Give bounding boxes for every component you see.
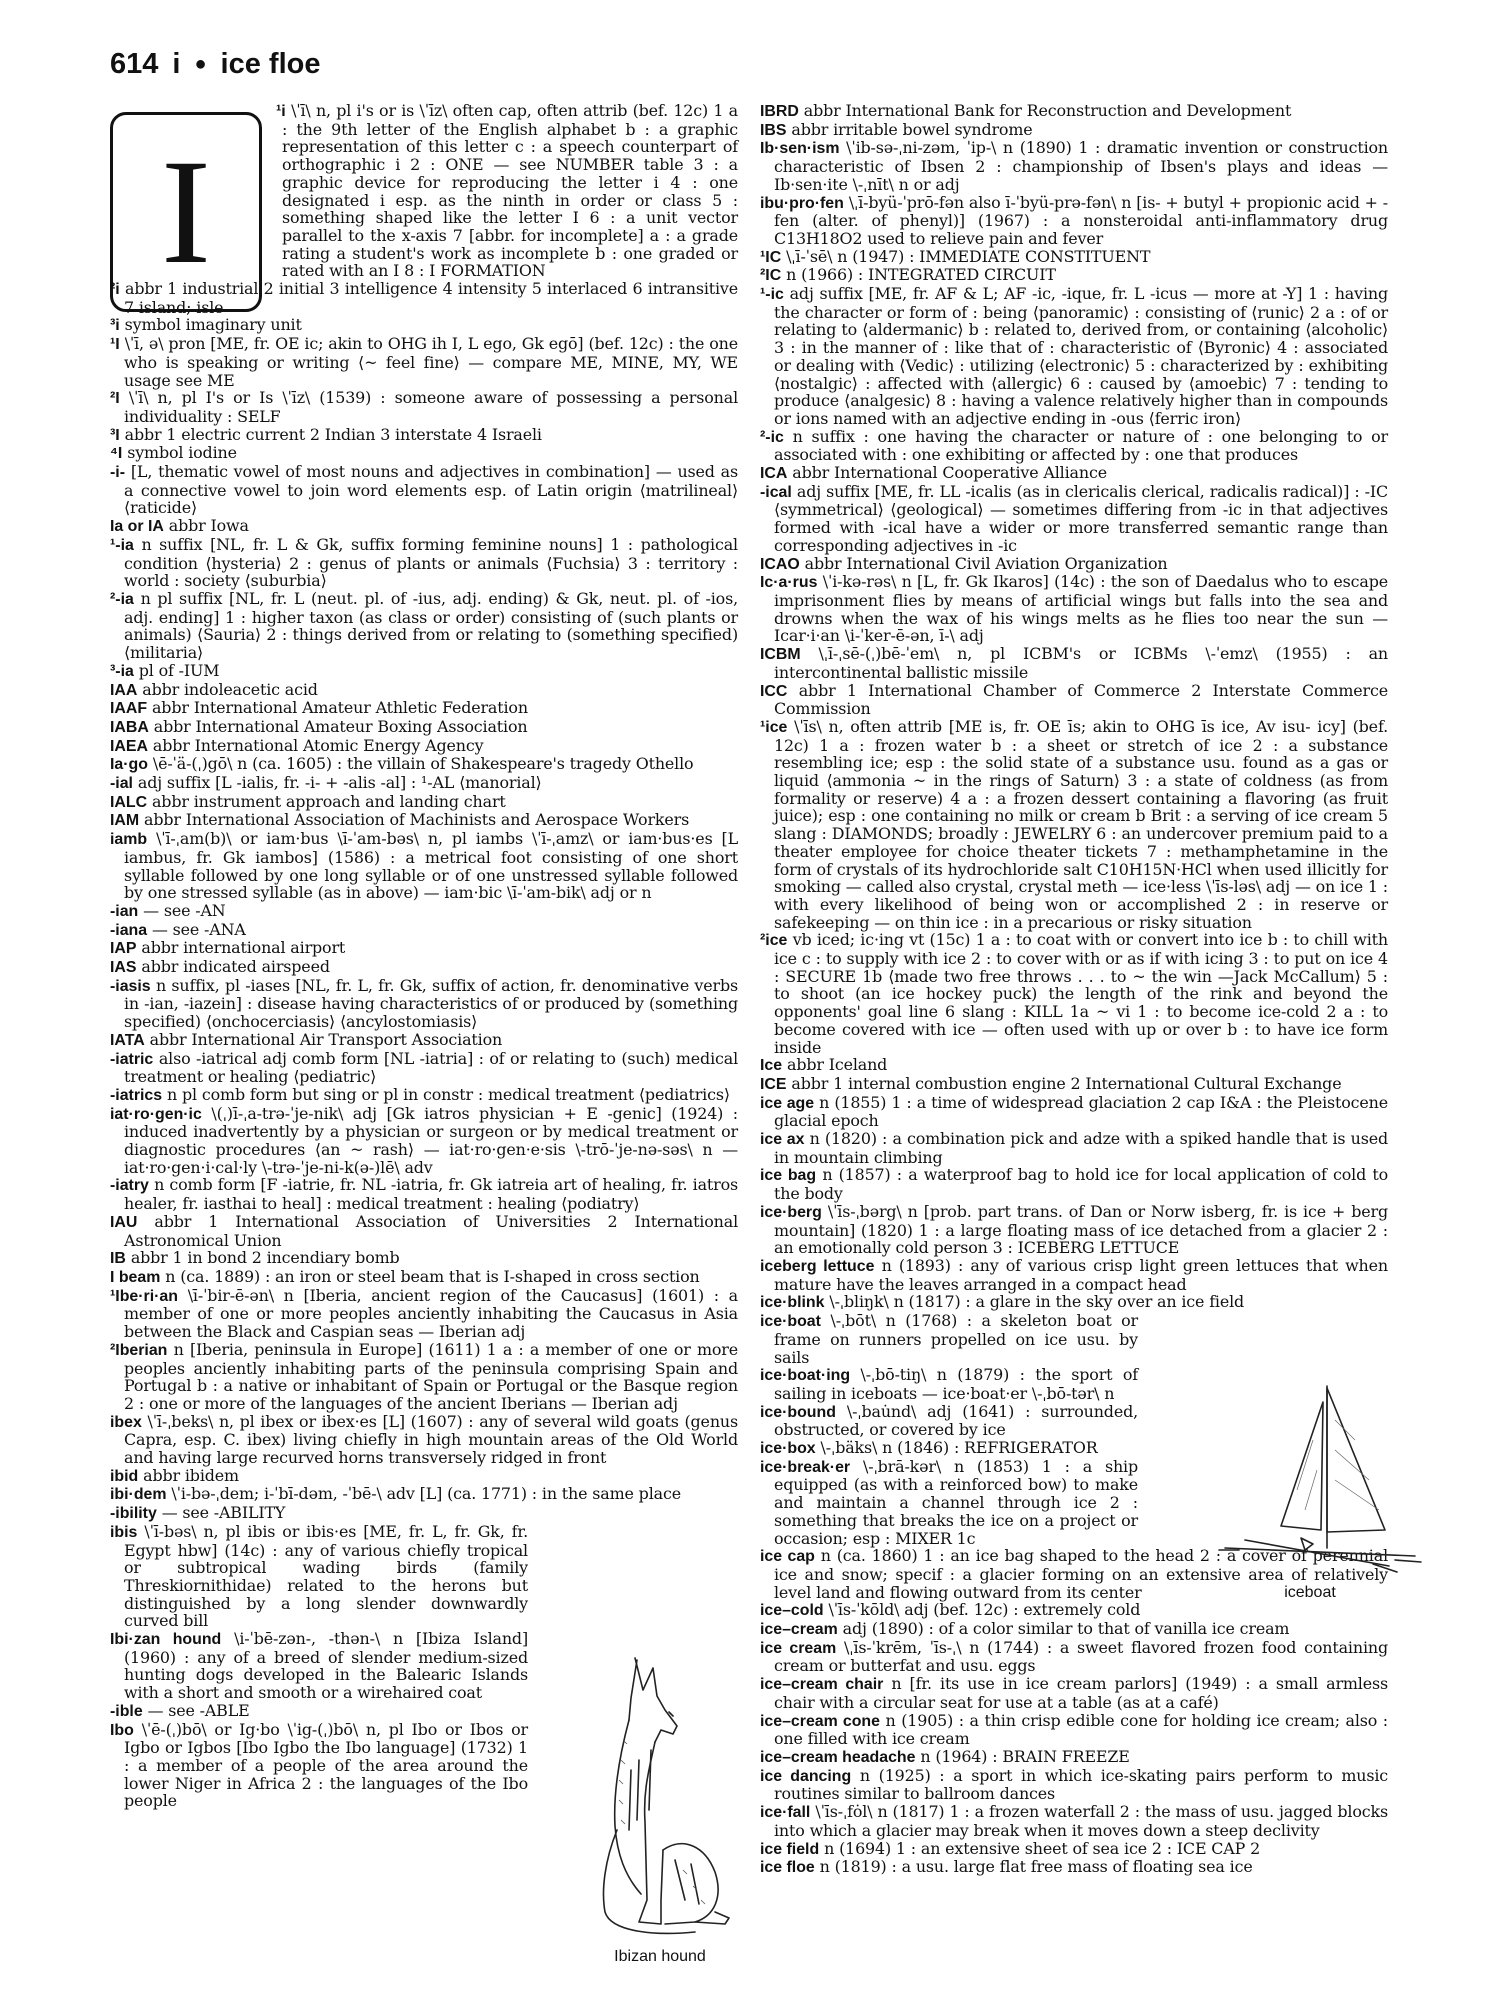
entry-headword: Ibi·zan hound (110, 1631, 222, 1649)
entry-headword: -iatry (110, 1177, 149, 1195)
entry-headword: ²IC (760, 267, 782, 285)
entry-headword: ice cream (760, 1639, 837, 1657)
dictionary-entry (760, 1293, 1388, 1312)
entry-headword: IABA (110, 718, 149, 736)
entry-definition: \ˈī\ n, pl I's or Is \ˈīz\ (1539) : someone aware of possessing a personal individuality : SELF (124, 388, 739, 426)
entry-definition: n (1819) : a usu. large flat free mass of floating sea ice (819, 1857, 1253, 1877)
entry-definition: \-ˌbōt\ n (1768) : a skeleton boat or frame on runners propelled on ice usu. by sails (774, 1311, 1138, 1367)
entry-headword: ice–cream chair (760, 1676, 884, 1694)
entry-headword: ice field (760, 1840, 820, 1858)
entry-definition: \ˈī-ˌam(b)\ or iam·bus \ī-ˈam-bəs\ n, pl iambs \ˈī-ˌamz\ or iam·bus·es [L iambus, fr. Gk iambos] (1586) : a metrical foot consisting of one short syllable followed by one long syllable or of one unstressed syllable followed by one stressed syllable (as in above) — iam·bic \ī-ˈam-bik\ adj or n (124, 829, 738, 903)
dictionary-entry (760, 464, 1388, 483)
entry-headword: ¹-ic (760, 286, 784, 304)
entry-headword: IBS (760, 121, 787, 139)
entry-headword: ¹I (110, 336, 120, 354)
dictionary-entry (110, 902, 738, 921)
iceboat-caption: iceboat (1284, 1584, 1336, 1601)
entry-headword: ice·boat (760, 1313, 821, 1331)
ibizan-hound-caption: Ibizan hound (614, 1948, 706, 1965)
entry-definition: abbr International Atomic Energy Agency (152, 735, 484, 755)
entry-headword: ICBM (760, 646, 801, 664)
dictionary-entry (760, 931, 1388, 1056)
entry-headword: IAM (110, 812, 140, 830)
entry-definition: symbol imaginary unit (124, 315, 302, 335)
entry-headword: ice·break·er (760, 1458, 851, 1476)
dictionary-entry (110, 1105, 738, 1177)
entry-definition: \-ˌbō-tiŋ\ n (1879) : the sport of sailing in iceboats — ice·boat·er \-ˌbō-tər\ n (774, 1365, 1138, 1403)
dictionary-entry (110, 1630, 528, 1702)
entry-definition: abbr international airport (141, 938, 346, 958)
entry-headword: -ical (760, 483, 792, 501)
guide-bullet: ● (194, 52, 207, 75)
entry-definition: abbr International Amateur Athletic Federation (151, 698, 528, 718)
dictionary-entry (760, 1366, 1138, 1402)
entry-definition: \i-ˈbē-zən-, -thən-\ n [Ibiza Island] (1960) : any of a breed of slender medium-sized hunting dogs developed in the Balearic Islands with a short and smooth or a wirehaired coat (124, 1629, 528, 1703)
entry-definition: \ˈī\ n, pl i's or is \ˈīz\ often cap, often attrib (bef. 12c) 1 a : the 9th letter of the English alphabet b : a graphic representation of this letter c : a speech counterpart of orthographic i 2 : ONE — see NUMBER table 3 : a graphic device for reproducing the letter i 4 : one designated i esp. as the ninth in order or class 5 : something shaped like the letter I 6 : a unit vector parallel to the x-axis 7 [abbr. for incomplete] a : a grade rating a student's work as incomplete b : one graded or rated with an I 8 : I FORMATION (282, 101, 738, 281)
entry-definition: \ˈi-bə-ˌdem; i-ˈbī-dəm, -ˈbē-\ adv [L] (ca. 1771) : in the same place (171, 1484, 681, 1504)
entry-headword: Ia·go (110, 756, 148, 774)
dictionary-entry (110, 977, 738, 1031)
entry-headword: ibid (110, 1467, 139, 1485)
entry-headword: ice–cold (760, 1602, 824, 1620)
entry-headword: IAS (110, 959, 137, 977)
dictionary-entry (760, 1803, 1388, 1839)
entry-headword: ICAO (760, 555, 800, 573)
entry-headword: -ian (110, 902, 139, 920)
entry-definition: \(ˌ)ī-ˌa-trə-ˈje-nik\ adj [Gk iatros physician + E -genic] (1924) : induced inadvertently by a physician or surgeon or by medical treatment or diagnostic procedures ⟨an ~ rash⟩ — iat·ro·gen·e·sis \-trō-ˈje-nə-səs\ n — iat·ro·gen·i·cal·ly \-trə-ˈje-ni-k(ə-)lē\ adv (124, 1103, 738, 1177)
entry-headword: IAA (110, 681, 138, 699)
entry-definition: abbr instrument approach and landing chart (151, 791, 506, 811)
entry-headword: Ic·a·rus (760, 574, 818, 592)
dictionary-entry (110, 1031, 738, 1050)
dictionary-entry (110, 280, 738, 316)
entry-headword: -iatrics (110, 1086, 163, 1104)
dictionary-entry (110, 939, 738, 958)
ibizan-hound-illustration (565, 1650, 755, 1940)
entry-headword: ibis (110, 1523, 138, 1541)
dictionary-entry (110, 1050, 738, 1086)
dictionary-entry (110, 1086, 738, 1105)
entry-definition: \ˈīs\ n, often attrib [ME is, fr. OE īs; akin to OHG īs ice, Av isu- icy] (bef. 12c) 1 a : frozen water b : a sheet or stretch of ice 2 : a substance resembling ice; esp : the solid state of a substance usu. found as a gas or liquid ⟨ammonia ~ in the rings of Saturn⟩ 3 : a state of coldness (as from formality or reserve) 4 a : a frozen dessert containing a flavoring (as fruit juice); esp : one containing no milk or cream b Brit : a serving of ice cream 5 slang : DIAMONDS; broadly : JEWELRY 6 : an undercover premium paid to a theater employee for choice theater tickets 7 : methamphetamine in the form of crystals of its hydrochloride salt C10H15N·HCl when used illicitly for smoking — called also crystal, crystal meth — ice·less \ˈīs-ləs\ adj — on ice 1 : with every likelihood of being won or accomplished 2 : in reserve or safekeeping — on thin ice : in a precarious or risky situation (774, 716, 1389, 932)
entry-definition: abbr ibidem (143, 1465, 239, 1485)
dictionary-entry (110, 517, 738, 536)
entry-definition: pl of -IUM (138, 660, 220, 680)
entry-headword: IAEA (110, 737, 148, 755)
dictionary-entry (110, 536, 738, 590)
entry-headword: iamb (110, 831, 148, 849)
dictionary-entry (760, 718, 1388, 931)
dictionary-entry (110, 718, 738, 737)
dictionary-entry (110, 811, 738, 830)
dictionary-entry (760, 248, 1388, 267)
entry-headword: ICE (760, 1075, 787, 1093)
entry-headword: -ible (110, 1702, 143, 1720)
entry-headword: ¹IC (760, 248, 782, 266)
entry-definition: \ˈī-bəs\ n, pl ibis or ibis·es [ME, fr. L, fr. Gk, fr. Egypt hbw] (14c) : any of various chiefly tropical or subtropical wading birds (family Threskiornithidae) related to the herons but distinguished by a long slender downwardly curved bill (124, 1521, 528, 1631)
entry-definition: \ˈīs-ˈkōld\ adj (bef. 12c) : extremely cold (828, 1600, 1141, 1620)
entry-headword: ³i (110, 317, 120, 335)
dictionary-entry (760, 1439, 1138, 1458)
entry-definition: n (ca. 1860) 1 : an ice bag shaped to the head 2 : a cover of perennial ice and snow; specif : a glacier forming on an extensive area of relatively level land and flowing outward from its center (774, 1546, 1388, 1602)
entry-headword: ice·boat·ing (760, 1367, 851, 1385)
iceboat-illustration (1185, 1380, 1435, 1580)
entry-headword: iceberg lettuce (760, 1258, 875, 1275)
entry-headword: ice dancing (760, 1767, 852, 1785)
entry-headword: ice–cream cone (760, 1712, 880, 1730)
entry-definition: abbr International Civil Aviation Organization (804, 553, 1168, 573)
dictionary-entry (110, 389, 738, 425)
entry-definition: — see -ANA (152, 919, 246, 939)
entry-definition: \-ˌbliŋk\ n (1817) : a glare in the sky over an ice field (829, 1292, 1245, 1312)
entry-headword: ¹Ibe·ri·an (110, 1287, 178, 1305)
page-header (110, 44, 320, 84)
dictionary-entry (110, 426, 738, 445)
entry-definition: n pl comb form but sing or pl in constr : medical treatment ⟨pediatrics⟩ (167, 1084, 730, 1104)
entry-headword: ice–cream headache (760, 1748, 916, 1766)
entry-headword: IAP (110, 940, 137, 958)
entry-headword: -iatric (110, 1050, 154, 1068)
entry-headword: -ial (110, 775, 133, 793)
entry-definition: \ˈi-kə-rəs\ n [L, fr. Gk Ikaros] (14c) : the son of Daedalus who to escape imprisonment flies by means of artificial wings but falls into the sea and drowns when the wax of his wings melts as he flies too near the sun — Icar·i·an \i-ˈker-ē-ən, ī-\ adj (774, 572, 1388, 646)
entry-definition: \ē-ˈä-(ˌ)gō\ n (ca. 1605) : the villain of Shakespeare's tragedy Othello (152, 754, 694, 774)
dictionary-entry (760, 1312, 1138, 1366)
entry-definition: n (1820) : a combination pick and adze with a spiked handle that is used in mountain climbing (774, 1129, 1388, 1167)
entry-headword: ²I (110, 390, 120, 408)
entry-definition: abbr indicated airspeed (141, 957, 330, 977)
entry-definition: vb iced; ic·ing vt (15c) 1 a : to coat with or convert into ice b : to chill with ice c : to supply with ice 2 : to cover with or as if with icing 3 : to put on ice 4 : SECURE 1b ⟨made two free throws . . . to ~ the win —Jack McCallum⟩ 5 : to shoot (an ice hockey puck) the length of the rink and beyond the opponents' goal line 6 slang : KILL 1a ~ vi 1 : to become ice-cold 2 a : to become covered with ice — often used with up or over b : to have ice form inside (774, 930, 1388, 1057)
dictionary-entry (760, 194, 1388, 248)
entry-definition: — see -AN (143, 900, 226, 920)
page-number: 614 (110, 47, 159, 80)
entry-headword: Ice (760, 1057, 783, 1075)
entry-definition: n (1893) : any of various crisp light green lettuces that when mature have the leaves arranged in a compact head (774, 1256, 1388, 1294)
dictionary-entry (110, 921, 738, 940)
entry-definition: adj suffix [ME, fr. AF & L; AF -ic, -ique, fr. L -icus — more at -Y] 1 : having the character or form of : being ⟨panoramic⟩ : consisting of ⟨runic⟩ 2 a : of or relating to ⟨aldermanic⟩ b : related to, derived from, or containing ⟨alcoholic⟩ 3 : in the manner of : like that of : characteristic of ⟨Byronic⟩ 4 : associated or dealing with ⟨Vedic⟩ : utilizing ⟨electronic⟩ 5 : characterized by : exhibiting ⟨nostalgic⟩ : affected with ⟨allergic⟩ 6 : caused by ⟨amoebic⟩ 7 : tending to produce ⟨analgesic⟩ 8 : having a valence relatively higher than in compounds or ions named with an adjective ending in -ous ⟨ferric iron⟩ (774, 284, 1388, 428)
dictionary-entry (760, 266, 1388, 285)
entry-headword: IATA (110, 1031, 145, 1049)
dictionary-entry (110, 316, 738, 335)
entry-headword: IB (110, 1250, 126, 1268)
dictionary-entry (110, 590, 738, 662)
dictionary-entry (110, 755, 738, 774)
entry-definition: n (1694) 1 : an extensive sheet of sea ice 2 : ICE CAP 2 (824, 1838, 1261, 1858)
entry-headword: ice bag (760, 1167, 817, 1185)
dictionary-entry (110, 102, 738, 280)
dictionary-entry (110, 444, 738, 463)
entry-definition: n (1925) : a sport in which ice-skating pairs perform to music routines similar to ballroom dances (774, 1765, 1389, 1804)
entry-definition: abbr Iceland (787, 1055, 888, 1075)
entry-definition: \ˌīs-ˈkrēm, ˈīs-ˌ\ n (1744) : a sweet flavored frozen food containing cream or butterfat and usu. eggs (774, 1637, 1388, 1676)
dictionary-entry (110, 1213, 738, 1249)
entry-definition: \ˈī-ˌbeks\ n, pl ibex or ibex·es [L] (1607) : any of several wild goats (genus Capra, esp. C. ibex) living chiefly in high mountain areas of the Old World and having large recurved horns transversely ridged in front (124, 1411, 738, 1468)
dictionary-entry (760, 682, 1388, 718)
entry-definition: \ˈīs-ˌbərg\ n [prob. part trans. of Dan or Norw isberg, fr. is ice + berg mountain] (1820) 1 : a large floating mass of ice detached from a glacier 2 : an emotionally cold person 3 : ICEBERG LETTUCE (774, 1201, 1388, 1258)
entry-headword: ²ice (760, 932, 788, 950)
entry-headword: IBRD (760, 103, 799, 120)
entry-definition: abbr irritable bowel syndrome (791, 119, 1033, 139)
dictionary-entry (110, 1268, 738, 1287)
dictionary-entry (760, 428, 1388, 464)
entry-definition: n suffix, pl -iases [NL, fr. L, fr. Gk, suffix of action, fr. denominative verbs in -ian, -iazein] : disease having characteristics of or produced by (something specified) ⟨onchocerciasis⟩ ⟨ancylostomiasis⟩ (124, 975, 738, 1032)
dictionary-entry (760, 555, 1388, 574)
entry-headword: IAU (110, 1213, 138, 1231)
entry-headword: ²Iberian (110, 1341, 168, 1359)
entry-definition: n (1966) : INTEGRATED CIRCUIT (786, 265, 1056, 285)
drop-cap-letter: I (110, 112, 262, 312)
entry-definition: adj suffix [ME, fr. LL -icalis (as in clericalis clerical, radicalis radical)] : -IC ⟨symmetrical⟩ ⟨geological⟩ — sometimes differing from -ic in that adjectives formed with -ical have a wider or more transferred semantic range than corresponding adjectives in -ic (774, 481, 1388, 555)
dictionary-entry (110, 699, 738, 718)
entry-headword: iat·ro·gen·ic (110, 1105, 202, 1123)
entry-definition: \ī-ˈbir-ē-ən\ n [Iberia, ancient region of the Caucasus] (1601) : a member of one or more peoples anciently inhabiting the Caucasus in Asia between the Black and Caspian seas — Iberian adj (124, 1285, 738, 1342)
entry-definition: abbr International Air Transport Association (149, 1029, 503, 1049)
dictionary-entry (760, 1840, 1388, 1859)
entry-definition: abbr International Association of Machinists and Aerospace Workers (144, 810, 690, 830)
entry-headword: ice age (760, 1094, 815, 1112)
entry-definition: abbr 1 in bond 2 incendiary bomb (130, 1248, 400, 1268)
dictionary-entry (760, 1130, 1388, 1166)
dictionary-entry (760, 1748, 1388, 1767)
dictionary-entry (110, 1702, 528, 1721)
dictionary-entry (110, 958, 738, 977)
dictionary-entry (110, 1176, 738, 1212)
dictionary-entry (760, 102, 1388, 121)
dictionary-entry (110, 774, 738, 793)
dictionary-entry (110, 1504, 738, 1523)
dictionary-entry (110, 1341, 738, 1413)
entry-headword: ²-ic (760, 428, 784, 446)
entry-definition: \ˈī, ə\ pron [ME, fr. OE ic; akin to OHG ih I, L ego, Gk egō] (bef. 12c) : the one who is speaking or writing ⟨~ feel fine⟩ — compare ME, MINE, MY, WE usage see ME (124, 334, 739, 390)
entry-definition: n (1964) : BRAIN FREEZE (920, 1746, 1130, 1766)
entry-headword: Ibo (110, 1721, 134, 1739)
dictionary-entry (110, 1249, 738, 1268)
entry-definition: adj suffix [L -ialis, fr. -i- + -alis -al] : ¹-AL ⟨manorial⟩ (137, 773, 542, 793)
entry-definition: n pl suffix [NL, fr. L (neut. pl. of -ius, adj. ending) & Gk, neut. pl. of -ios, adj. ending] 1 : higher taxon (as class or order) consisting of (such plants or animals) ⟨Sauria⟩ 2 : things derived from or relating to (something specified) ⟨militaria⟩ (124, 588, 738, 663)
entry-definition: \-ˌbau̇nd\ adj (1641) : surrounded, obstructed, or covered by ice (774, 1401, 1138, 1440)
entry-headword: ²i (110, 281, 120, 299)
entry-headword: ibex (110, 1413, 142, 1431)
entry-definition: abbr indoleacetic acid (142, 679, 318, 699)
entry-definition: also -iatrical adj comb form [NL -iatria] : of or relating to (such) medical treatment or healing ⟨pediatric⟩ (124, 1048, 739, 1087)
entry-definition: \ˌī-ˌsē-(ˌ)bē-ˈem\ n, pl ICBM's or ICBMs \-ˈemz\ (1955) : an intercontinental ballistic missile (774, 644, 1388, 682)
entry-headword: ice ax (760, 1131, 805, 1149)
entry-definition: \ˈīs-ˌfȯl\ n (1817) 1 : a frozen waterfall 2 : the mass of usu. jagged blocks into which a glacier may break when it moves down a steep declivity (774, 1802, 1389, 1840)
right-column (760, 102, 1388, 1877)
guide-word-first: i (172, 47, 181, 80)
entry-headword: ice–cream (760, 1621, 838, 1639)
entry-definition: abbr International Amateur Boxing Association (153, 716, 528, 736)
entry-definition: abbr 1 International Chamber of Commerce 2 Interstate Commerce Commission (774, 680, 1388, 719)
entry-definition: n suffix [NL, fr. L & Gk, suffix forming feminine nouns] 1 : pathological condition ⟨hysteria⟩ 2 : genus of plants or animals ⟨Fuchsia⟩ 3 : territory : world : society ⟨suburbia⟩ (124, 534, 738, 591)
entry-headword: Ia or IA (110, 518, 164, 536)
entry-headword: ice·blink (760, 1294, 825, 1312)
dictionary-entry (760, 1257, 1388, 1293)
entry-definition: n (ca. 1889) : an iron or steel beam that is I-shaped in cross section (165, 1267, 700, 1286)
entry-headword: IALC (110, 793, 148, 811)
entry-definition: n suffix : one having the character or nature of : one belonging to or associated with : one exhibiting or affected by : one that produces (774, 426, 1388, 465)
entry-definition: [L, thematic vowel of most nouns and adjectives in combination] — used as a connective vowel to join word elements esp. of Latin origin ⟨matrilineal⟩ ⟨raticide⟩ (124, 462, 738, 518)
entry-headword: ⁴I (110, 445, 123, 463)
entry-definition: n (1905) : a thin crisp edible cone for holding ice cream; also : one filled with ice cream (774, 1710, 1388, 1749)
entry-definition: \-ˌbrā-kər\ n (1853) 1 : a ship equipped (as with a reinforced bow) to make and maintain a channel through ice 2 : something that breaks the ice on a project or occasion; esp : MIXER 1c (774, 1456, 1139, 1548)
entry-definition: n (1857) : a waterproof bag to hold ice for local application of cold to the body (774, 1165, 1388, 1204)
entry-headword: ¹ice (760, 718, 788, 736)
entry-definition: \ˈē-(ˌ)bō\ or Ig·bo \ˈig-(ˌ)bō\ n, pl Ibo or Ibos or Igbo or Igbos [Ibo Igbo the Ibo language] (1732) 1 : a member of a people of the area around the lower Niger in Africa 2 : the languages of the Ibo people (124, 1719, 528, 1811)
entry-definition: n [Iberia, peninsula in Europe] (1611) 1 a : a member of one or more peoples anciently inhabiting parts of the peninsula comprising Spain and Portugal b : a native or inhabitant of Spain or Portugal or the Basque region 2 : one or more of the languages of the ancient Iberians — Iberian adj (124, 1339, 738, 1413)
entry-definition: n [fr. its use in ice cream parlors] (1949) : a small armless chair with a circular seat for use at a table (as at a café) (774, 1674, 1389, 1712)
dictionary-entry (760, 1403, 1138, 1439)
guide-word-last: ice floe (220, 47, 321, 80)
dictionary-entry (760, 645, 1388, 681)
dictionary-entry (110, 335, 738, 389)
entry-definition: n comb form [F -iatrie, fr. NL -iatria, fr. Gk iatreia art of healing, fr. iatros healer, fr. iasthai to heal] : medical treatment : healing ⟨podiatry⟩ (124, 1175, 738, 1214)
entry-headword: -iana (110, 921, 148, 939)
entry-headword: -iasis (110, 977, 151, 995)
entry-headword: ³-ia (110, 662, 134, 680)
dictionary-entry (110, 1287, 738, 1341)
dictionary-entry (760, 1767, 1388, 1803)
entry-definition: abbr 1 International Association of Universities 2 International Astronomical Union (124, 1211, 738, 1250)
entry-headword: Ib·sen·ism (760, 140, 840, 158)
dictionary-entry (760, 1203, 1388, 1257)
entry-headword: ice floe (760, 1859, 815, 1877)
dictionary-entry (110, 1523, 528, 1630)
dictionary-entry (760, 1620, 1388, 1639)
entry-headword: -ibility (110, 1505, 157, 1523)
entry-definition: abbr 1 electric current 2 Indian 3 interstate 4 Israeli (124, 424, 542, 444)
dictionary-entry (110, 793, 738, 812)
entry-definition: \ˌī-byü-ˈprō-fən also ī-ˈbyü-prə-fən\ n [is- + butyl + propionic acid + -fen (alter. of phenyl)] (1967) : a nonsteroidal anti-inflammatory drug C13H18O2 used to relieve pain and fever (774, 192, 1389, 248)
dictionary-entry (110, 830, 738, 902)
entry-headword: ICA (760, 465, 788, 483)
entry-headword: ¹i (276, 103, 286, 120)
dictionary-entry (110, 463, 738, 517)
entry-definition: abbr International Bank for Reconstruction and Development (803, 101, 1292, 120)
entry-headword: ³I (110, 426, 120, 444)
dictionary-entry (110, 1413, 738, 1467)
dictionary-entry (760, 1075, 1388, 1094)
entry-definition: n (1855) 1 : a time of widespread glaciation 2 cap I&A : the Pleistocene glacial epoch (774, 1092, 1389, 1131)
entry-definition: \ˈib-sə-ˌni-zəm, ˈip-\ n (1890) 1 : dramatic invention or construction characteristic of Ibsen 2 : championship of Ibsen's plays and ideas — Ib·sen·ite \-ˌnīt\ n or adj (774, 138, 1388, 194)
entry-definition: adj (1890) : of a color similar to that of vanilla ice cream (842, 1619, 1290, 1639)
dictionary-entry (110, 737, 738, 756)
entry-definition: abbr 1 internal combustion engine 2 International Cultural Exchange (791, 1073, 1342, 1093)
entry-definition: — see -ABILITY (161, 1503, 286, 1523)
dictionary-entry (760, 1601, 1388, 1620)
dictionary-entry (110, 1467, 738, 1486)
dictionary-entry (110, 1721, 528, 1811)
entry-definition: — see -ABLE (147, 1700, 250, 1720)
entry-definition: symbol iodine (127, 443, 237, 463)
dictionary-entry (760, 1056, 1388, 1075)
dictionary-entry (110, 1485, 738, 1504)
entry-definition: \-ˌbäks\ n (1846) : REFRIGERATOR (820, 1438, 1098, 1458)
dictionary-entry (760, 1858, 1388, 1877)
entry-headword: IAAF (110, 700, 148, 718)
dictionary-entry (760, 121, 1388, 140)
dictionary-entry (760, 1639, 1388, 1675)
entry-headword: ice cap (760, 1548, 815, 1566)
entry-headword: ²-ia (110, 590, 134, 608)
entry-definition: abbr International Cooperative Alliance (792, 463, 1107, 483)
entry-definition: abbr 1 industrial 2 initial 3 intelligence 4 intensity 5 interlaced 6 intransitive 7 island; isle (124, 279, 739, 317)
dictionary-entry (110, 681, 738, 700)
dictionary-entry (110, 662, 738, 681)
entry-headword: ice·fall (760, 1804, 811, 1822)
dictionary-entry (760, 285, 1388, 428)
entry-headword: ice·box (760, 1440, 816, 1458)
dictionary-entry (760, 1458, 1138, 1548)
entry-headword: ICC (760, 682, 788, 700)
dictionary-entry (760, 139, 1388, 193)
entry-headword: ice·berg (760, 1203, 822, 1221)
entry-headword: I beam (110, 1269, 161, 1286)
dictionary-entry (760, 1094, 1388, 1130)
dictionary-entry (760, 1166, 1388, 1202)
entry-headword: -i- (110, 464, 125, 482)
entry-headword: ibu·pro·fen (760, 194, 844, 212)
entry-headword: ibi·dem (110, 1486, 167, 1504)
left-column (110, 102, 738, 1810)
dictionary-entry (760, 573, 1388, 645)
entry-definition: \ˌī-ˈsē\ n (1947) : IMMEDIATE CONSTITUENT (786, 246, 1151, 266)
dictionary-entry (760, 1675, 1388, 1711)
dictionary-entry (760, 1712, 1388, 1748)
entry-headword: ¹-ia (110, 536, 134, 554)
dictionary-entry (760, 483, 1388, 555)
entry-definition: abbr Iowa (168, 516, 249, 536)
entry-headword: ice·bound (760, 1403, 836, 1421)
